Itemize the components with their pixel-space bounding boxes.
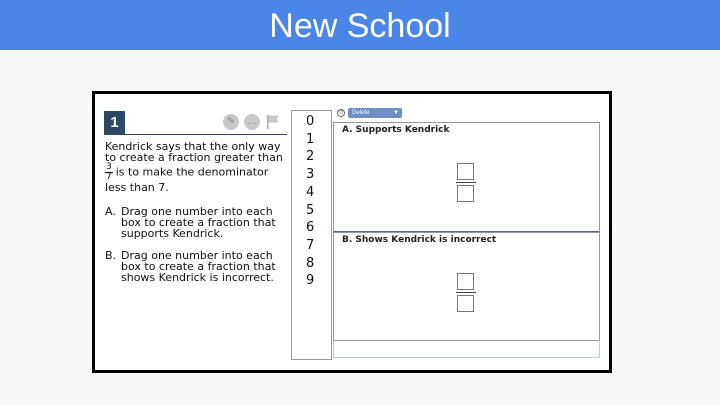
chevron-down-icon: ▼ <box>393 110 399 116</box>
calculator-tool-icon[interactable]: ✎ <box>223 114 239 130</box>
fraction-three-sevenths <box>105 163 113 182</box>
screenshot-frame <box>92 91 612 373</box>
answer-toolbar <box>337 108 407 118</box>
part-label: B. <box>105 249 117 262</box>
fraction-denominator: 7 <box>106 172 112 182</box>
number-tile-0[interactable]: 0 <box>306 114 315 129</box>
drop-box-a-numerator[interactable] <box>457 163 474 180</box>
stem-line: to create a fraction greater than <box>105 151 283 164</box>
answer-panel-footer <box>333 340 600 358</box>
reset-icon[interactable]: ↺ <box>338 110 344 116</box>
number-tile-5[interactable]: 5 <box>306 202 315 218</box>
fraction-bar <box>456 182 476 183</box>
panel-b-label: B. Shows Kendrick is incorrect <box>342 235 497 245</box>
number-tile-3[interactable]: 3 <box>306 167 315 183</box>
stem-line: Kendrick says that the only way <box>105 140 281 153</box>
flag-icon[interactable] <box>265 114 281 130</box>
answer-panel-a <box>333 122 600 233</box>
stem-line: less than 7. <box>105 181 169 194</box>
number-tile-7[interactable]: 7 <box>306 237 315 253</box>
drop-box-b-denominator[interactable] <box>457 295 474 312</box>
number-tile-9[interactable]: 9 <box>306 273 315 289</box>
slide-title: New School <box>269 7 451 45</box>
question-header-divider <box>104 134 287 135</box>
question-stem <box>105 141 285 193</box>
stem-line <box>105 163 285 182</box>
number-tile-8[interactable]: 8 <box>306 255 315 271</box>
header-bar <box>0 0 720 50</box>
fraction-bar <box>456 292 476 293</box>
part-label: A. <box>105 205 116 218</box>
question-number-badge: 1 <box>104 111 125 134</box>
drop-box-a-denominator[interactable] <box>457 185 474 202</box>
panel-a-label: A. Supports Kendrick <box>342 125 450 135</box>
fraction-numerator: 3 <box>106 162 112 172</box>
test-item-window <box>95 94 609 370</box>
part-text: Drag one number into each box to create a fraction that supports Kendrick. <box>121 205 276 240</box>
number-tile-2[interactable]: 2 <box>306 149 315 165</box>
drop-box-b-numerator[interactable] <box>457 273 474 290</box>
number-tile-1[interactable]: 1 <box>306 131 315 147</box>
number-tile-6[interactable]: 6 <box>306 220 315 236</box>
stem-text: is to make the denominator <box>115 165 269 179</box>
part-text: Drag one number into each box to create a fraction that shows Kendrick is incorrect. <box>121 249 276 284</box>
comment-tool-icon[interactable]: … <box>244 114 260 130</box>
answer-panel-b <box>333 232 600 340</box>
number-tile-4[interactable]: 4 <box>306 184 315 200</box>
delete-mode-label: Delete <box>352 110 370 116</box>
delete-mode-select[interactable] <box>348 108 402 118</box>
number-tile-palette <box>291 110 332 360</box>
